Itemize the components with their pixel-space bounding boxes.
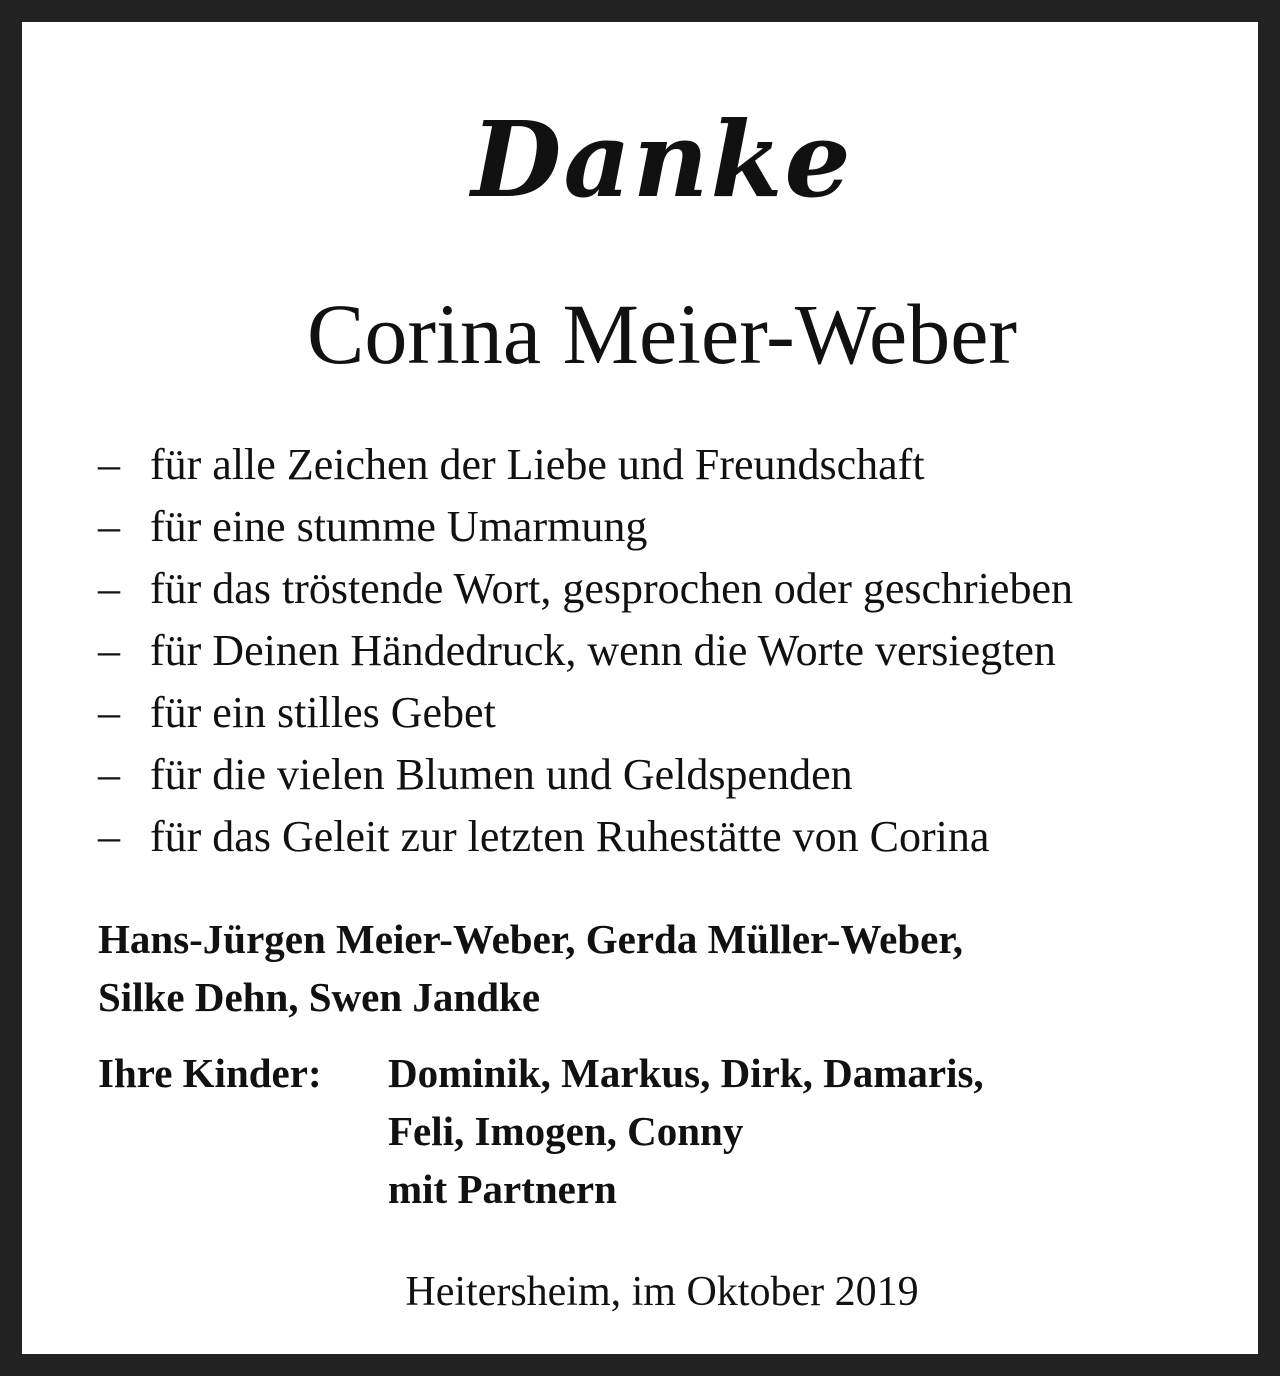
children-label: Ihre Kinder: [98, 1050, 322, 1096]
thanks-item-text: für eine stumme Umarmung [150, 502, 648, 551]
thanks-list [98, 434, 1073, 868]
dash-bullet: – [98, 626, 120, 675]
thanks-item [98, 620, 1073, 682]
thanks-item-text: für das Geleit zur letzten Ruhestätte von Corina [150, 812, 990, 861]
signers-block [98, 910, 963, 1026]
dash-bullet: – [98, 688, 120, 737]
children-line: Dominik, Markus, Dirk, Damaris, [388, 1050, 984, 1096]
thanks-item [98, 496, 1073, 558]
dash-bullet: – [98, 750, 120, 799]
children-line: mit Partnern [388, 1166, 617, 1212]
thanks-item [98, 682, 1073, 744]
thanks-item-text: für die vielen Blumen und Geldspenden [150, 750, 853, 799]
dash-bullet: – [98, 502, 120, 551]
place-date: Heitersheim, im Oktober 2019 [405, 1269, 919, 1315]
thanks-item [98, 558, 1073, 620]
dash-bullet: – [98, 564, 120, 613]
thanks-item-text: für Deinen Händedruck, wenn die Worte versiegten [150, 626, 1056, 675]
thanks-item [98, 744, 1073, 806]
children-line: Feli, Imogen, Conny [388, 1108, 744, 1154]
thanks-item-text: für alle Zeichen der Liebe und Freundschaft [150, 440, 925, 489]
thanks-item-text: für ein stilles Gebet [150, 688, 496, 737]
signers-line: Hans-Jürgen Meier-Weber, Gerda Müller-Weber, [98, 916, 964, 962]
dash-bullet: – [98, 812, 120, 861]
deceased-name: Corina Meier-Weber [306, 286, 1018, 382]
heading-danke: Danke [471, 98, 853, 221]
thanks-item-text: für das tröstende Wort, gesprochen oder geschrieben [150, 564, 1073, 613]
thanks-item [98, 434, 1073, 496]
thanks-item [98, 806, 1073, 868]
dash-bullet: – [98, 440, 120, 489]
children-names [388, 1044, 984, 1218]
signers-line: Silke Dehn, Swen Jandke [98, 974, 541, 1020]
